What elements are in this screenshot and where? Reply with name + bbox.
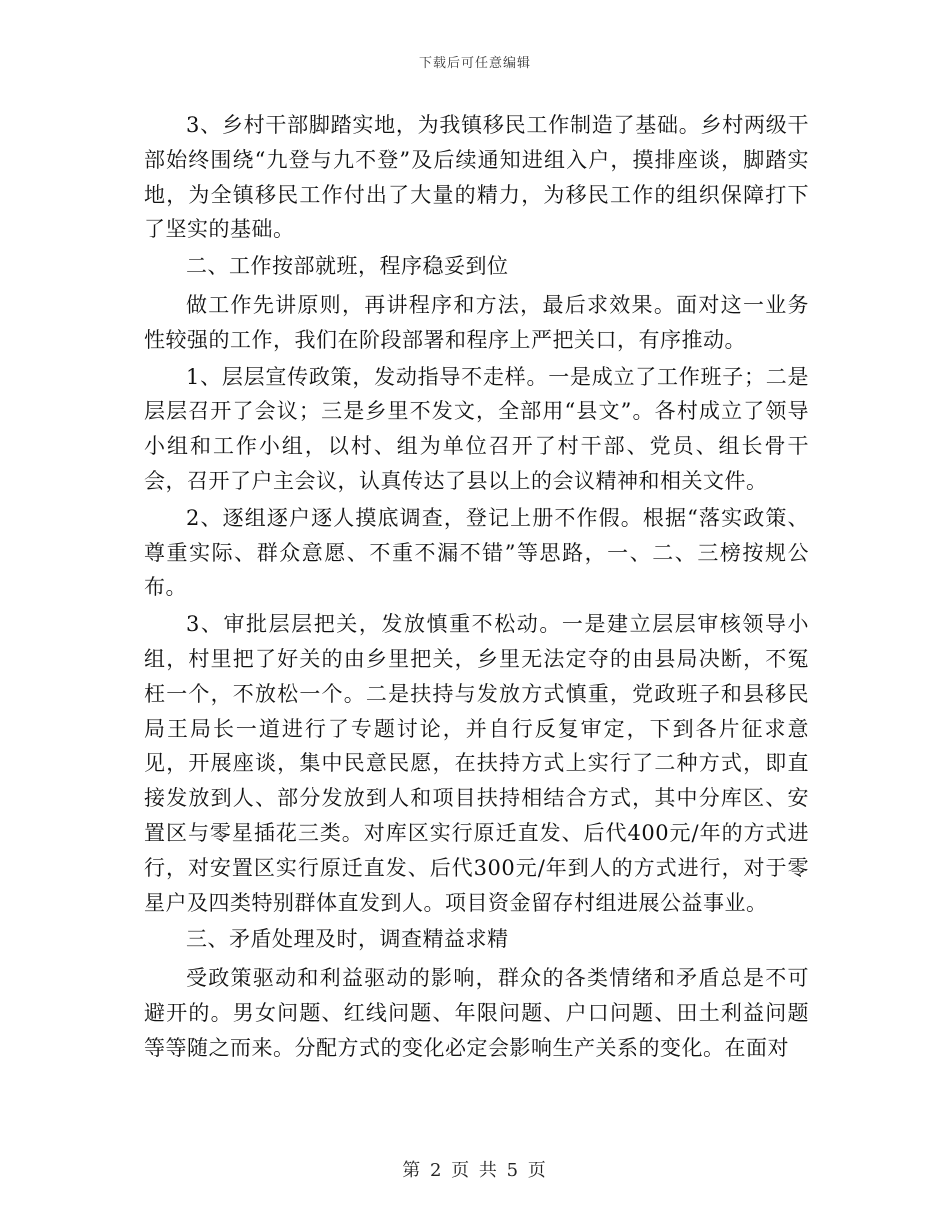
page-header-note: 下载后可任意编辑 [418,56,531,71]
paragraph-approval: 3、审批层层把关，发放慎重不松动。一是建立层层审核领导小组，村里把了好关的由乡里把关，乡里无法定夺的由县局决断，不冤枉一个，不放松一个。二是扶持与发放方式慎重，党政班子和县移民局王局长一道进行了专题讨论，并自行反复审定，下到各片征求意见，开展座谈，集中民意民愿，在扶持方式上实行了二种方式，即直接发放到人、部分发放到人和项目扶持相结合方式，其中分库区、安置区与零星插花三类。对库区实行原迁直发、后代400元/年的方式进行，对安置区实行原迁直发、后代300元/年到人的方式进行，对于零星户及四类特别群体直发到人。项目资金留存村组进展公益事业。 [144,612,809,915]
paragraph-cadres-groundwork: 3、乡村干部脚踏实地，为我镇移民工作制造了基础。乡村两级干部始终围绕“九登与九不登”及后续通知进组入户，摸排座谈，脚踏实地，为全镇移民工作付出了大量的精力，为移民工作的组织保障打下了坚实的基础。 [144,113,809,242]
paragraph-principles: 做工作先讲原则，再讲程序和方法，最后求效果。面对这一业务性较强的工作，我们在阶段部署和程序上严把关口，有序推动。 [144,292,809,352]
paragraph-survey: 2、逐组逐户逐人摸底调查，登记上册不作假。根据“落实政策、尊重实际、群众意愿、不重不漏不错”等思路，一、二、三榜按规公布。 [144,505,809,600]
document-body [144,108,809,1068]
paragraph-policy-publicity: 1、层层宣传政策，发动指导不走样。一是成立了工作班子；二是层层召开了会议；三是乡里不发文，全部用“县文”。各村成立了领导小组和工作小组，以村、组为单位召开了村干部、党员、组长骨干会，召开了户主会议，认真传达了县以上的会议精神和相关文件。 [144,364,809,493]
section-heading-two: 二、工作按部就班，程序稳妥到位 [186,254,509,279]
page-number-footer: 第 2 页 共 5 页 [402,1160,548,1181]
paragraph-conflicts: 受政策驱动和利益驱动的影响，群众的各类情绪和矛盾总是不可避开的。男女问题、红线问题、年限问题、户口问题、田土利益问题等等随之而来。分配方式的变化必定会影响生产关系的变化。在面对 [144,966,809,1060]
section-heading-three: 三、矛盾处理及时，调查精益求精 [186,927,509,952]
